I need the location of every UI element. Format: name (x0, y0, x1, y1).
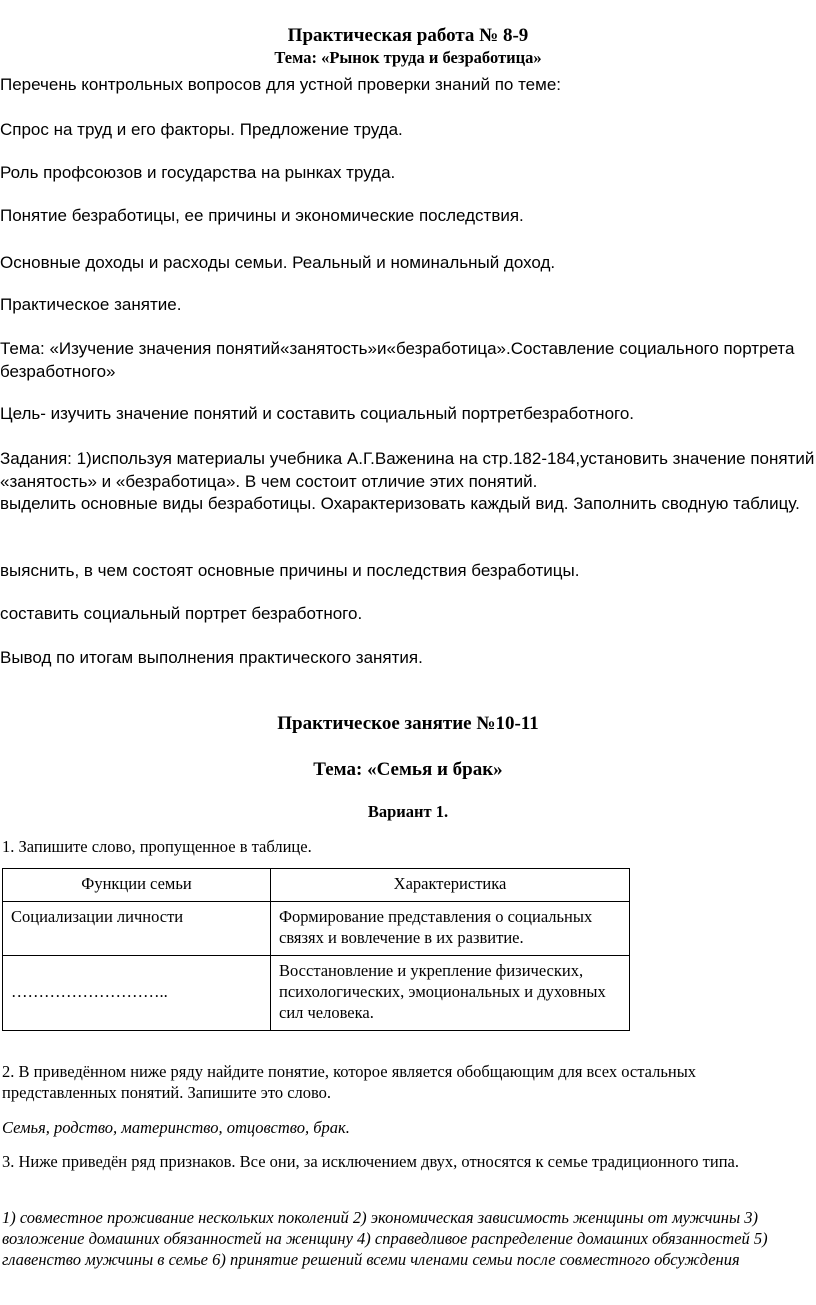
table-row (3, 956, 630, 1031)
lesson-title: Практическое занятие №10-11 (277, 713, 539, 734)
table-header-row (3, 869, 630, 902)
missing-word-blank: ……………………….. (3, 956, 271, 1031)
table-cell: Восстановление и укрепление физических, психологических, эмоциональных и духовных сил человека. (271, 956, 630, 1031)
practical-topic: Тема: «Изучение значения понятий«занятость»и«безработица».Составление социального портрета безработного» (0, 339, 800, 381)
table-cell: Формирование представления о социальных связях и вовлечение в их развитие. (271, 902, 630, 956)
work-topic: Тема: «Рынок труда и безработица» (274, 48, 542, 67)
tasks-text: Задания: 1)используя материалы учебника А.Г.Важенина на стр.182-184,установить значение понятий «занятость» и «безработица». В чем состоит отличие этих понятий. (0, 449, 815, 491)
question-3: 3. Ниже приведён ряд признаков. Все они, за исключением двух, относятся к семье традиционного типа. (2, 1152, 740, 1171)
tasks-text: составить социальный портрет безработного. (0, 604, 363, 623)
work-title: Практическая работа № 8-9 (287, 25, 529, 46)
question-2-terms: Семья, родство, материнство, отцовство, брак. (2, 1118, 350, 1137)
table-cell: Социализации личности (3, 902, 271, 956)
table-row (3, 902, 630, 956)
conclusion-text: Вывод по итогам выполнения практического занятия. (0, 648, 423, 667)
question-1: 1. Запишите слово, пропущенное в таблице. (2, 837, 312, 856)
practical-label: Практическое занятие. (0, 295, 182, 314)
table-header: Характеристика (271, 869, 630, 902)
tasks-text: выделить основные виды безработицы. Охарактеризовать каждый вид. Заполнить сводную таблицу. (0, 494, 800, 513)
lesson-topic: Тема: «Семья и брак» (313, 759, 503, 780)
goal-text: Цель- изучить значение понятий и составить социальный портретбезработного. (0, 404, 635, 423)
table-header: Функции семьи (3, 869, 271, 902)
question-item: Основные доходы и расходы семьи. Реальный и номинальный доход. (0, 253, 556, 272)
family-functions-table (2, 868, 630, 1031)
variant-label: Вариант 1. (367, 802, 449, 821)
question-item: Роль профсоюзов и государства на рынках труда. (0, 163, 396, 182)
intro-text: Перечень контрольных вопросов для устной проверки знаний по теме: (0, 75, 561, 94)
question-item: Спрос на труд и его факторы. Предложение труда. (0, 120, 403, 139)
question-2: 2. В приведённом ниже ряду найдите понятие, которое является обобщающим для всех остальных представленных понятий. Запишите это слово. (2, 1062, 697, 1102)
tasks-text: выяснить, в чем состоят основные причины и последствия безработицы. (0, 561, 580, 580)
question-item: Понятие безработицы, ее причины и экономические последствия. (0, 206, 524, 225)
question-3-options: 1) совместное проживание нескольких поколений 2) экономическая зависимость женщины от мужчины 3) возложение домашних обязанностей на женщину 4) справедливое распределение домашних обязанностей 5) главенство мужчины в семье 6) принятие решений всеми членами семьи после совместного обсуждения (2, 1208, 768, 1269)
